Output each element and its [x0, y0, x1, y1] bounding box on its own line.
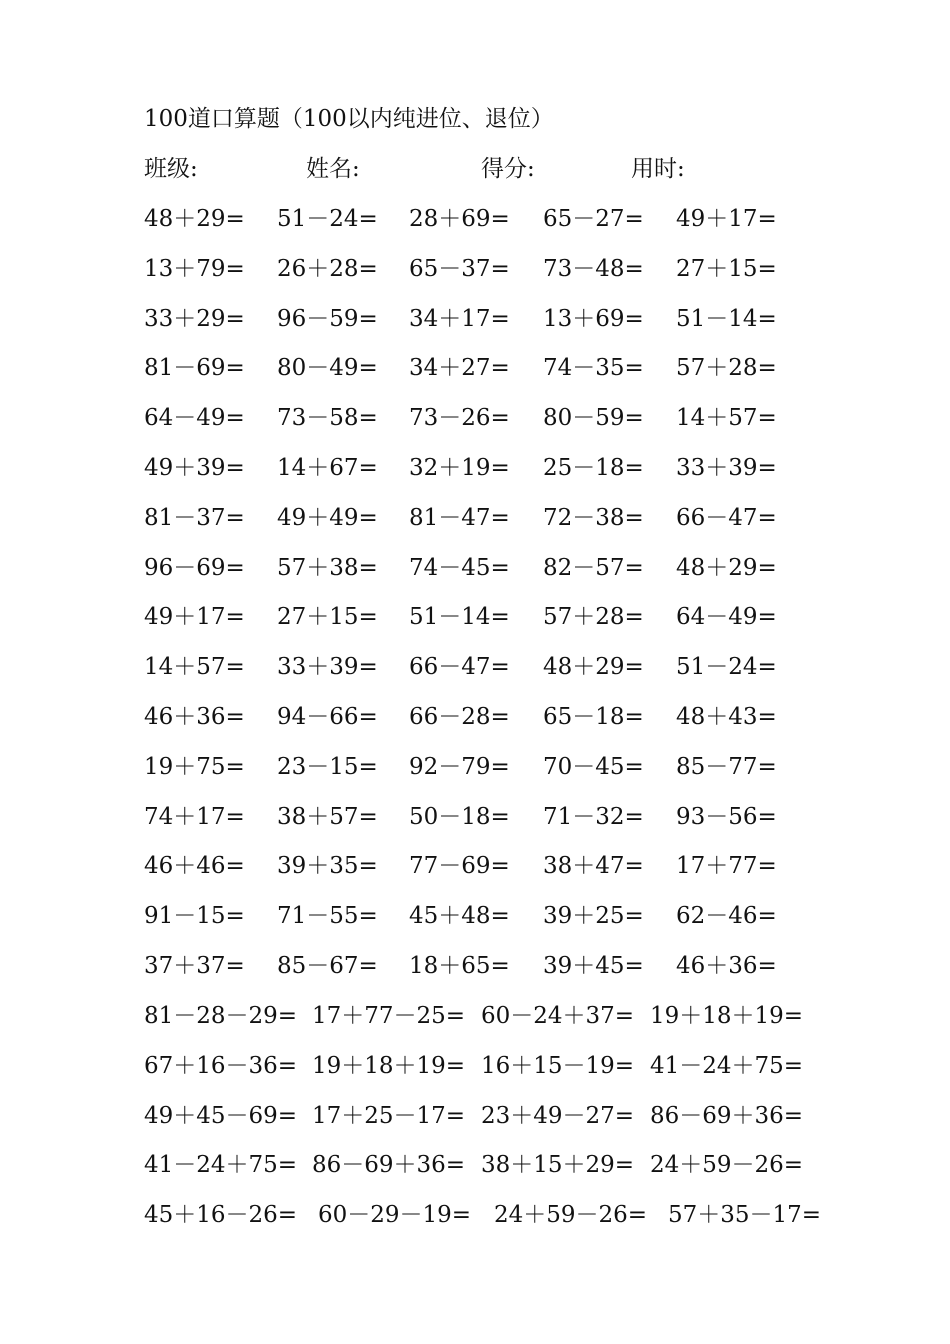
- problem: 81－37=: [144, 504, 245, 531]
- problem: 14＋57=: [144, 654, 245, 681]
- problem: 49＋49=: [277, 504, 378, 531]
- problem: 41－24＋75=: [650, 1052, 804, 1079]
- score-label: 得分:: [481, 156, 535, 182]
- problem: 85－67=: [277, 952, 378, 979]
- problem: 48＋43=: [676, 703, 777, 730]
- problem: 23＋49－27=: [481, 1102, 635, 1129]
- problem: 39＋25=: [543, 903, 644, 930]
- problem: 13＋79=: [144, 255, 245, 282]
- problem: 73－26=: [409, 405, 510, 432]
- problem: 57＋35－17=: [668, 1202, 822, 1229]
- problem: 49＋17=: [676, 206, 777, 232]
- problem: 57＋28=: [676, 355, 777, 382]
- problem: 96－59=: [277, 305, 378, 332]
- problem: 49＋45－69=: [144, 1102, 298, 1129]
- problem: 26＋28=: [277, 255, 378, 282]
- problem: 33＋39=: [277, 654, 378, 681]
- problem: 64－49=: [144, 405, 245, 432]
- problem: 51－24=: [277, 206, 378, 232]
- problem: 65－27=: [543, 206, 644, 232]
- problem: 91－15=: [144, 903, 245, 930]
- problem: 46＋36=: [676, 952, 777, 979]
- problem: 14＋57=: [676, 405, 777, 432]
- problem: 39＋35=: [277, 853, 378, 880]
- problem: 72－38=: [543, 504, 644, 531]
- problem: 85－77=: [676, 753, 777, 780]
- problem: 46＋36=: [144, 703, 245, 730]
- problem: 73－48=: [543, 255, 644, 282]
- problem: 86－69＋36=: [312, 1152, 466, 1179]
- problem: 46＋46=: [144, 853, 245, 880]
- problem: 49＋39=: [144, 454, 245, 481]
- problem: 94－66=: [277, 703, 378, 730]
- problem: 66－28=: [409, 703, 510, 730]
- problem: 86－69＋36=: [650, 1102, 804, 1129]
- problem: 74＋17=: [144, 803, 245, 830]
- problem: 18＋65=: [409, 952, 510, 979]
- problem: 81－28－29=: [144, 1003, 298, 1029]
- problem: 74－35=: [543, 355, 644, 382]
- problem: 66－47=: [676, 504, 777, 531]
- problem: 74－45=: [409, 554, 510, 581]
- problem: 38＋47=: [543, 853, 644, 880]
- name-label: 姓名:: [306, 156, 360, 182]
- problem: 19＋18＋19=: [312, 1052, 466, 1079]
- problem: 93－56=: [676, 803, 777, 830]
- problem: 67＋16－36=: [144, 1052, 298, 1079]
- problem: 48＋29=: [676, 554, 777, 581]
- problem: 65－18=: [543, 703, 644, 730]
- problem: 96－69=: [144, 554, 245, 581]
- problem: 27＋15=: [676, 255, 777, 282]
- problem: 80－59=: [543, 405, 644, 432]
- problem: 16＋15－19=: [481, 1052, 635, 1079]
- worksheet-title: 100道口算题（100以内纯进位、退位）: [144, 106, 554, 132]
- problem: 17＋77=: [676, 853, 777, 880]
- problem: 77－69=: [409, 853, 510, 880]
- problem: 51－24=: [676, 654, 777, 681]
- problem: 28＋69=: [409, 206, 510, 232]
- problem: 24＋59－26=: [650, 1152, 804, 1179]
- problem: 51－14=: [676, 305, 777, 332]
- problem: 38＋15＋29=: [481, 1152, 635, 1179]
- problem: 80－49=: [277, 355, 378, 382]
- problem: 37＋37=: [144, 952, 245, 979]
- problem: 17＋25－17=: [312, 1102, 466, 1129]
- problem: 48＋29=: [144, 206, 245, 232]
- problem: 50－18=: [409, 803, 510, 830]
- problem: 13＋69=: [543, 305, 644, 332]
- problem: 82－57=: [543, 554, 644, 581]
- problem: 39＋45=: [543, 952, 644, 979]
- problem: 64－49=: [676, 604, 777, 631]
- problem: 32＋19=: [409, 454, 510, 481]
- problem: 41－24＋75=: [144, 1152, 298, 1179]
- problem: 17＋77－25=: [312, 1003, 466, 1029]
- problem: 73－58=: [277, 405, 378, 432]
- problem: 25－18=: [543, 454, 644, 481]
- problem: 45＋16－26=: [144, 1202, 298, 1229]
- problem: 23－15=: [277, 753, 378, 780]
- problem: 66－47=: [409, 654, 510, 681]
- problem: 34＋27=: [409, 355, 510, 382]
- problem: 51－14=: [409, 604, 510, 631]
- problem: 19＋18＋19=: [650, 1003, 804, 1029]
- problem: 71－55=: [277, 903, 378, 930]
- problem: 48＋29=: [543, 654, 644, 681]
- problem: 70－45=: [543, 753, 644, 780]
- problem: 57＋28=: [543, 604, 644, 631]
- problem: 81－47=: [409, 504, 510, 531]
- problem: 92－79=: [409, 753, 510, 780]
- problem: 57＋38=: [277, 554, 378, 581]
- problem: 19＋75=: [144, 753, 245, 780]
- problem: 24＋59－26=: [494, 1202, 648, 1229]
- class-label: 班级:: [144, 156, 198, 182]
- student-info-row: [144, 154, 864, 186]
- problem: 27＋15=: [277, 604, 378, 631]
- problem: 14＋67=: [277, 454, 378, 481]
- time-label: 用时:: [631, 156, 685, 182]
- problem: 60－29－19=: [318, 1202, 472, 1229]
- problem: 33＋39=: [676, 454, 777, 481]
- problem: 45＋48=: [409, 903, 510, 930]
- problem: 49＋17=: [144, 604, 245, 631]
- problem: 71－32=: [543, 803, 644, 830]
- problem: 65－37=: [409, 255, 510, 282]
- problem: 62－46=: [676, 903, 777, 930]
- problem: 38＋57=: [277, 803, 378, 830]
- problem: 34＋17=: [409, 305, 510, 332]
- problem: 33＋29=: [144, 305, 245, 332]
- problem: 81－69=: [144, 355, 245, 382]
- problem: 60－24＋37=: [481, 1003, 635, 1029]
